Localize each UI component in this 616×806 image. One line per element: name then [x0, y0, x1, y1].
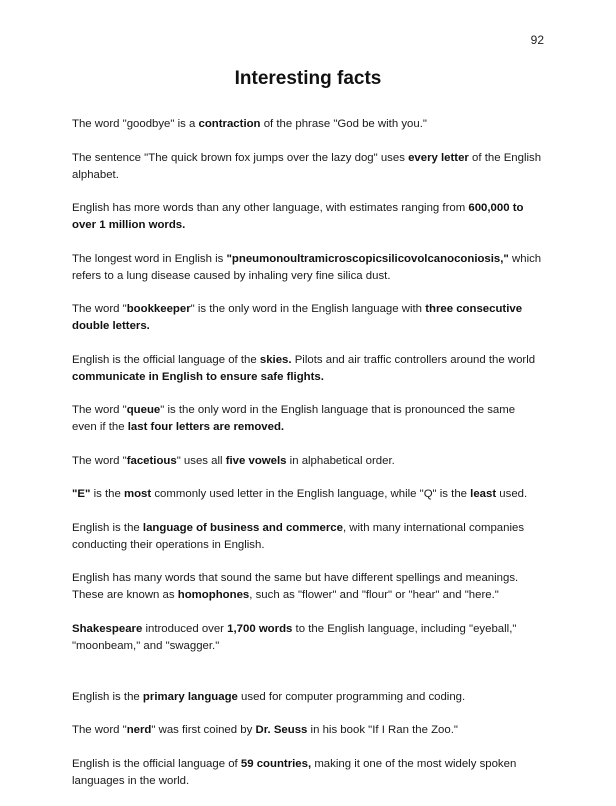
page-title: Interesting facts — [234, 68, 382, 89]
fact-text: " is the only word in the English language with — [190, 303, 426, 315]
fact-text: English is the official language of — [72, 757, 241, 770]
fact-text: English has more words than any other language, with estimates ranging from — [72, 202, 469, 214]
fact-text: The word "goodbye" is a — [72, 118, 199, 130]
fact-text: , with many international companies conducting their operations in English. — [72, 521, 525, 551]
fact-emphasis: facetious — [126, 454, 177, 467]
fact-text: The longest word in English is — [72, 252, 227, 265]
fact-emphasis: primary language — [142, 690, 238, 703]
fact-text: The word " — [72, 404, 127, 416]
fact-text: " was first coined by — [151, 724, 256, 736]
fact-text: The word " — [72, 303, 127, 315]
fact-text: is the — [90, 488, 124, 500]
fact-emphasis: 600,000 to over 1 million words. — [72, 202, 524, 231]
fact-text: used for computer programming and coding. — [237, 690, 466, 703]
fact-paragraph — [72, 520, 542, 554]
fact-text: English has many words that sound the same but have different spellings and meanings. These are known as — [72, 572, 519, 601]
fact-emphasis: three consecutive double letters. — [72, 303, 523, 332]
fact-paragraph — [72, 116, 542, 133]
fact-text: " is the only word in the English language that is pronounced the same even if the — [72, 404, 516, 433]
fact-emphasis: language of business and commerce — [142, 521, 343, 534]
page-number: 92 — [530, 33, 544, 47]
fact-emphasis: communicate in English to ensure safe flights. — [72, 370, 324, 383]
fact-emphasis: 1,700 words — [227, 622, 293, 635]
fact-emphasis: skies. — [259, 353, 292, 366]
fact-emphasis: "E" — [72, 488, 91, 500]
fact-text: , such as "flower" and "flour" or "hear" and "here." — [249, 589, 499, 601]
fact-text: " uses all — [176, 454, 226, 467]
fact-emphasis: every letter — [408, 151, 469, 164]
fact-emphasis: five vowels — [225, 454, 287, 467]
fact-text: commonly used letter in the English language, while "Q" is the — [151, 488, 471, 500]
fact-text: in his book "If I Ran the Zoo." — [307, 724, 458, 736]
fact-paragraph — [72, 621, 542, 655]
fact-text: making it one of the most widely spoken languages in the world. — [72, 757, 517, 787]
fact-emphasis: "pneumonoultramicroscopicsilicovolcanoconiosis," — [226, 252, 509, 265]
fact-text: The word " — [72, 454, 127, 467]
fact-text: of the phrase "God be with you." — [260, 118, 427, 130]
fact-text: The word " — [72, 724, 127, 736]
fact-emphasis: Shakespeare — [72, 622, 143, 635]
fact-paragraph — [72, 402, 542, 436]
fact-paragraph — [72, 570, 542, 604]
fact-text: to the English language, including "eyeball," "moonbeam," and "swagger." — [72, 622, 517, 652]
fact-emphasis: 59 countries, — [240, 757, 312, 770]
fact-emphasis: most — [123, 488, 152, 500]
fact-emphasis: homophones — [177, 589, 250, 601]
fact-paragraph — [72, 689, 542, 706]
fact-text: in alphabetical order. — [286, 454, 395, 467]
fact-paragraph — [72, 453, 542, 470]
fact-emphasis: bookkeeper — [126, 303, 191, 315]
fact-paragraph — [72, 150, 542, 184]
fact-paragraph — [72, 200, 542, 234]
fact-paragraph — [72, 352, 542, 386]
fact-text: The sentence "The quick brown fox jumps over the lazy dog" uses — [72, 151, 409, 164]
fact-paragraph — [72, 486, 542, 503]
fact-text: of the English alphabet. — [72, 151, 542, 181]
fact-paragraph — [72, 756, 542, 790]
fact-text: English is the — [72, 521, 143, 534]
fact-text: English is the — [72, 690, 143, 703]
fact-text: which refers to a lung disease caused by inhaling very fine silica dust. — [72, 252, 542, 282]
fact-paragraph — [72, 301, 542, 335]
fact-emphasis: last four letters are removed. — [127, 421, 285, 433]
fact-emphasis: contraction — [198, 118, 261, 130]
fact-text: Pilots and air traffic controllers around the world — [291, 353, 536, 366]
facts-list — [72, 116, 542, 806]
fact-text: introduced over — [142, 622, 228, 635]
fact-text: English is the official language of the — [72, 353, 260, 366]
fact-paragraph — [72, 722, 542, 739]
fact-emphasis: queue — [126, 404, 161, 416]
fact-emphasis: least — [470, 488, 497, 500]
fact-text: used. — [496, 488, 528, 500]
fact-paragraph — [72, 251, 542, 285]
fact-emphasis: nerd — [126, 724, 152, 736]
fact-emphasis: Dr. Seuss — [255, 724, 308, 736]
